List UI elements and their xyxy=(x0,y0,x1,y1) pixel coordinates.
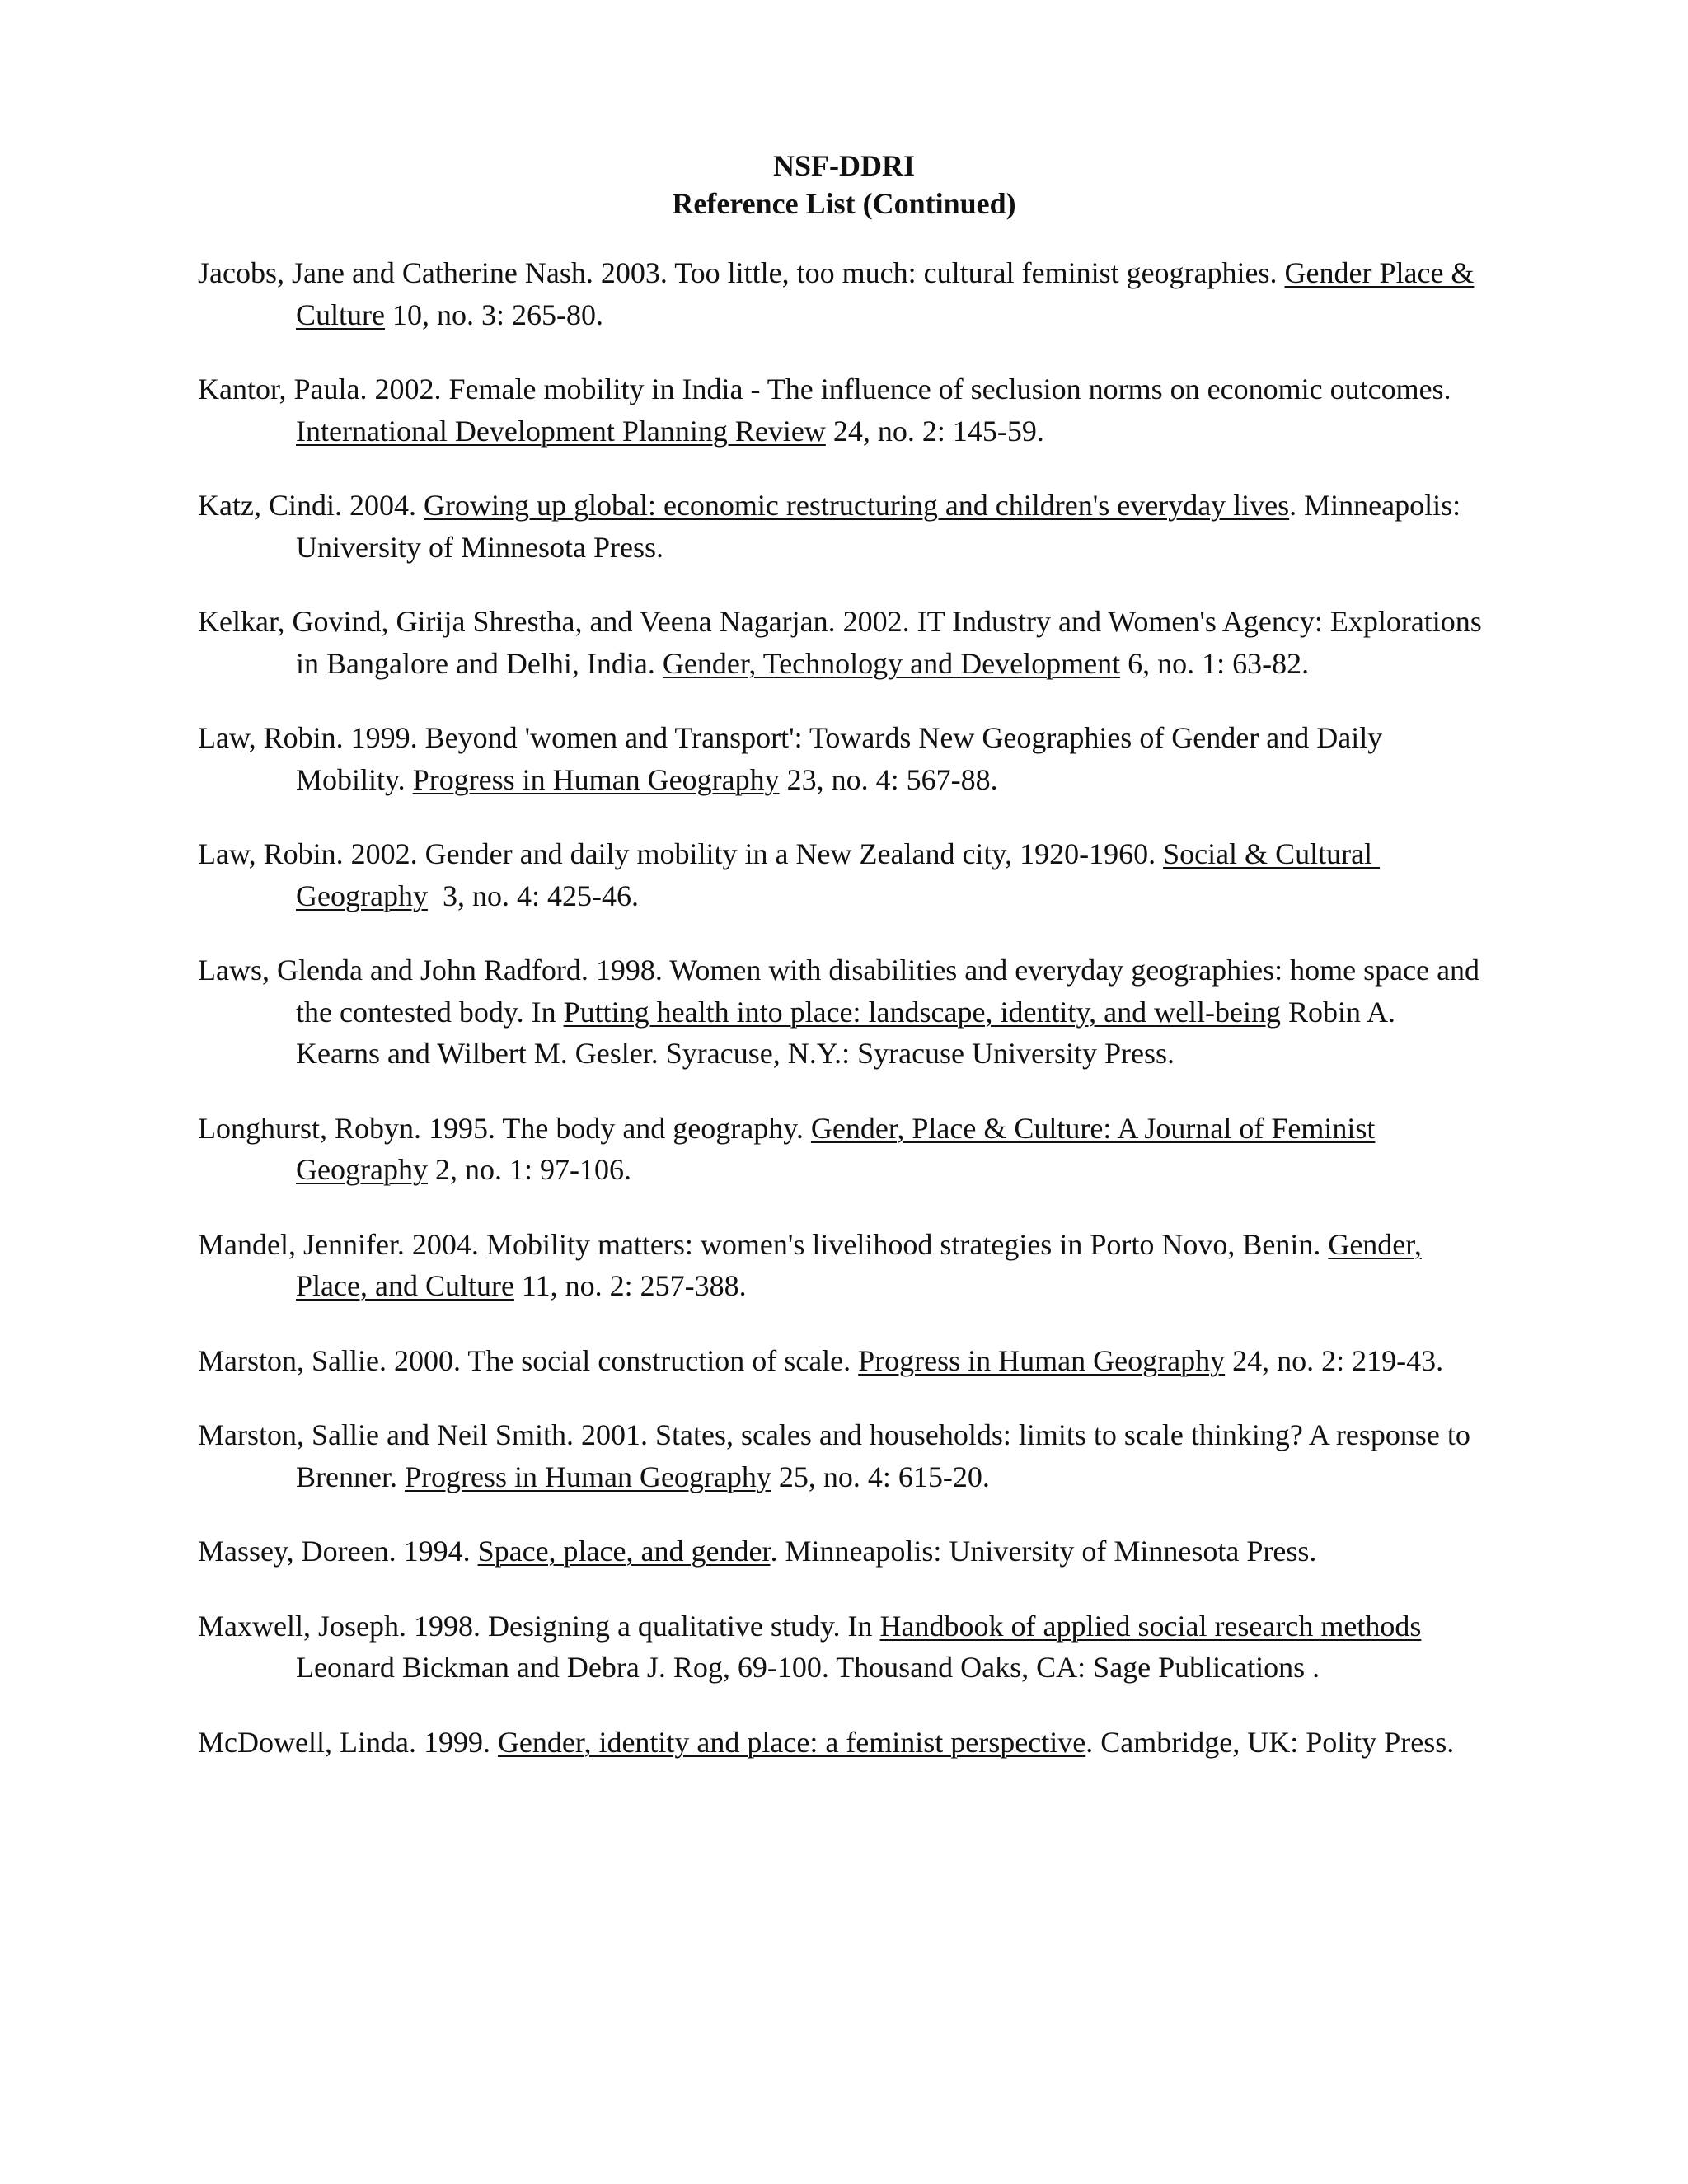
reference-details: Robin A. Kearns and Wilbert M. Gesler. Syracuse, N.Y.: Syracuse University Press. xyxy=(296,995,1396,1070)
reference-entry xyxy=(198,1722,1484,1764)
reference-source-title: Gender, Place, and Culture xyxy=(296,1227,1422,1302)
reference-details: 25, no. 4: 615-20. xyxy=(771,1460,990,1493)
reference-source-title: Progress in Human Geography xyxy=(858,1343,1226,1377)
reference-details: Leonard Bickman and Debra J. Rog, 69-100. Thousand Oaks, CA: Sage Publications . xyxy=(296,1651,1320,1684)
reference-list xyxy=(198,252,1484,1796)
reference-source-title: Putting health into place: landscape, identity, and well-being xyxy=(563,995,1282,1029)
reference-text: Katz, Cindi. 2004. xyxy=(198,489,424,522)
reference-details: . Cambridge, UK: Polity Press. xyxy=(1085,1725,1455,1759)
reference-text: Marston, Sallie and Neil Smith. 2001. States, scales and households: limits to scale thinking? A response to Brenner. xyxy=(198,1418,1470,1493)
reference-text: Laws, Glenda and John Radford. 1998. Women with disabilities and everyday geographies: home space and the contested body. In xyxy=(198,954,1480,1029)
reference-text: Mandel, Jennifer. 2004. Mobility matters: women's livelihood strategies in Porto Novo, Benin. xyxy=(198,1227,1329,1261)
reference-entry xyxy=(198,833,1484,916)
reference-details: 2, no. 1: 97-106. xyxy=(427,1153,631,1186)
reference-source-title: Gender, Place & Culture: A Journal of Feminist Geography xyxy=(296,1111,1376,1186)
reference-text: Kantor, Paula. 2002. Female mobility in India - The influence of seclusion norms on economic outcomes. xyxy=(198,373,1451,405)
reference-source-title: Gender, Technology and Development xyxy=(662,646,1121,680)
document-title: NSF-DDRI xyxy=(772,149,915,182)
reference-entry xyxy=(198,717,1484,800)
reference-source-title: Handbook of applied social research methods xyxy=(879,1609,1422,1643)
reference-entry xyxy=(198,368,1484,452)
reference-entry xyxy=(198,1108,1484,1191)
reference-source-title: Progress in Human Geography xyxy=(404,1460,771,1493)
reference-source-title: Space, place, and gender xyxy=(477,1535,771,1568)
reference-text: Maxwell, Joseph. 1998. Designing a qualitative study. In xyxy=(198,1609,880,1643)
reference-text: Kelkar, Govind, Girija Shrestha, and Veena Nagarjan. 2002. IT Industry and Women's Agency: Explorations in Bangalore and Delhi, India. xyxy=(198,605,1482,680)
reference-source-title: Gender Place & Culture xyxy=(296,256,1475,331)
reference-details: 24, no. 2: 145-59. xyxy=(825,414,1044,448)
reference-details: 11, no. 2: 257-388. xyxy=(513,1269,747,1302)
reference-text: Jacobs, Jane and Catherine Nash. 2003. Too little, too much: cultural feminist geographies. xyxy=(198,256,1285,289)
page-header xyxy=(0,147,1688,223)
reference-entry xyxy=(198,1224,1484,1307)
reference-source-title: Progress in Human Geography xyxy=(412,762,780,796)
reference-text: McDowell, Linda. 1999. xyxy=(198,1725,498,1759)
reference-entry xyxy=(198,601,1484,684)
reference-entry xyxy=(198,1414,1484,1497)
reference-source-title: International Development Planning Review xyxy=(296,414,826,448)
reference-entry xyxy=(198,949,1484,1075)
reference-details: 3, no. 4: 425-46. xyxy=(427,879,639,912)
reference-details: 10, no. 3: 265-80. xyxy=(384,298,603,331)
reference-details: . Minneapolis: University of Minnesota Press. xyxy=(770,1535,1317,1568)
reference-source-title: Social & Cultural Geography xyxy=(296,837,1381,912)
reference-details: 6, no. 1: 63-82. xyxy=(1120,646,1310,680)
reference-text: Law, Robin. 1999. Beyond 'women and Transport': Towards New Geographies of Gender and Daily Mobility. xyxy=(198,721,1383,796)
reference-entry xyxy=(198,1530,1484,1572)
reference-entry xyxy=(198,1605,1484,1689)
reference-details: 24, no. 2: 219-43. xyxy=(1225,1343,1444,1377)
document-subtitle: Reference List (Continued) xyxy=(672,187,1016,220)
reference-source-title: Gender, identity and place: a feminist perspective xyxy=(497,1725,1086,1759)
reference-text: Massey, Doreen. 1994. xyxy=(198,1535,478,1568)
reference-text: Law, Robin. 2002. Gender and daily mobility in a New Zealand city, 1920-1960. xyxy=(198,837,1164,870)
reference-entry xyxy=(198,252,1484,335)
reference-source-title: Growing up global: economic restructuring and children's everyday lives xyxy=(423,489,1290,522)
reference-text: Longhurst, Robyn. 1995. The body and geography. xyxy=(198,1111,811,1145)
reference-entry xyxy=(198,485,1484,568)
reference-details: . Minneapolis: University of Minnesota Press. xyxy=(296,489,1461,564)
reference-details: 23, no. 4: 567-88. xyxy=(779,762,998,796)
reference-entry xyxy=(198,1340,1484,1382)
reference-text: Marston, Sallie. 2000. The social construction of scale. xyxy=(198,1343,859,1377)
